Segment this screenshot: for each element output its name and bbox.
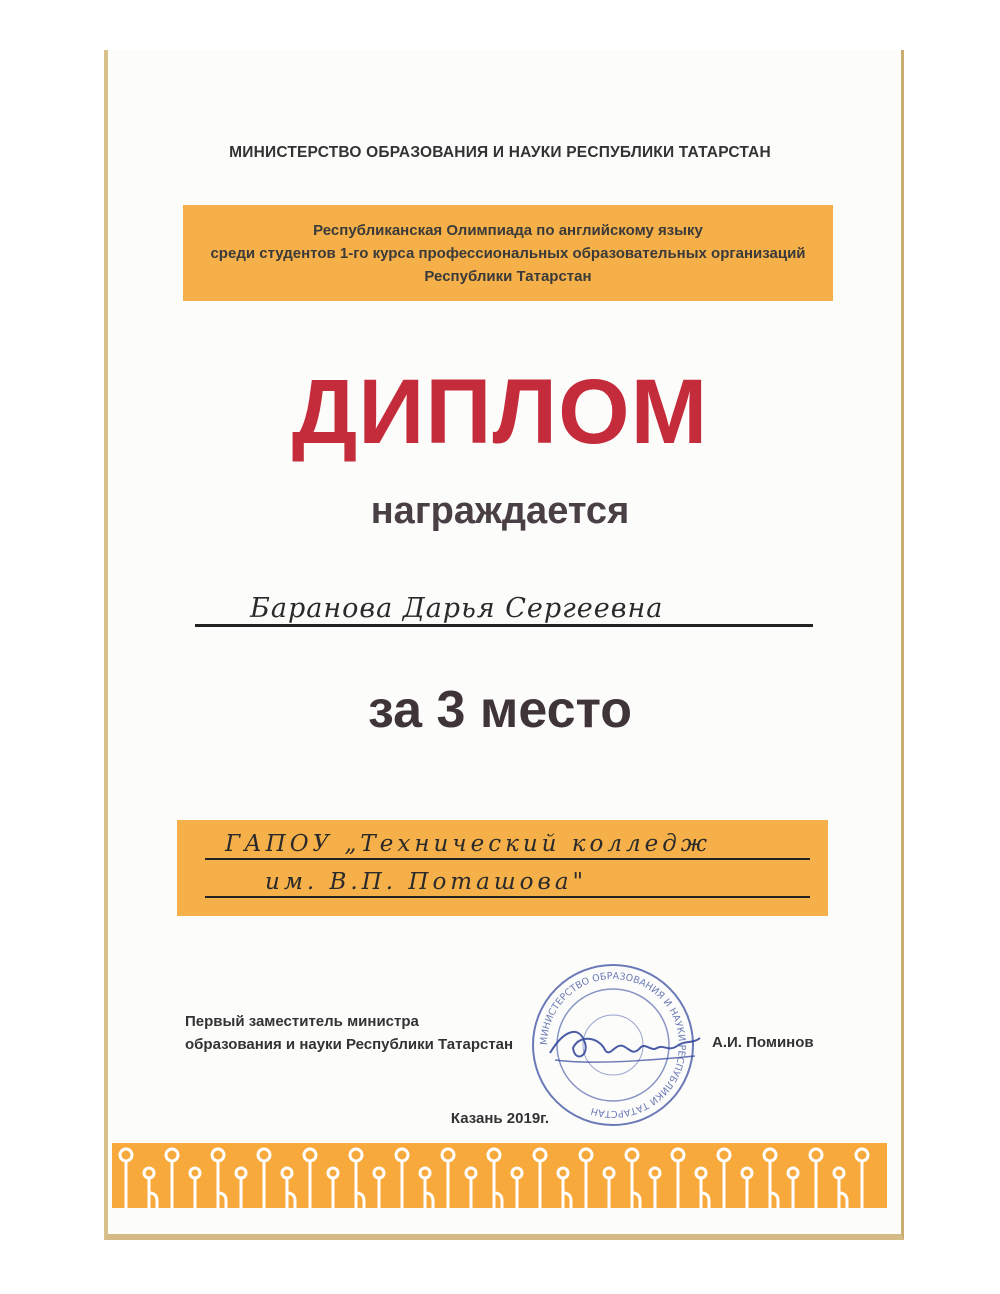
ministry-header: МИНИСТЕРСТВО ОБРАЗОВАНИЯ И НАУКИ РЕСПУБЛИКИ ТАТАРСТАН <box>229 144 771 161</box>
signer-position <box>185 1010 513 1056</box>
place-text: за 3 место <box>367 681 633 739</box>
city-year: Казань 2019г. <box>450 1110 550 1127</box>
decorative-footer-band <box>112 1143 887 1208</box>
organization-line-2: им. В.П. Поташова" <box>265 869 588 895</box>
signer-name: А.И. Поминов <box>712 1034 814 1051</box>
organization-underline-2 <box>205 896 810 898</box>
signer-position-line: Первый заместитель министра <box>185 1013 419 1030</box>
diploma-title: ДИПЛОМ <box>291 361 709 463</box>
olympiad-banner <box>183 205 833 301</box>
recipient-underline <box>195 624 813 627</box>
recipient-name: Баранова Дарья Сергеевна <box>250 593 664 624</box>
signature <box>545 1018 705 1073</box>
stamp-text: МИНИСТЕРСТВО ОБРАЗОВАНИЯ И НАУКИ РЕСПУБЛИКИ ТАТАРСТАН <box>538 970 688 1120</box>
signer-position-line: образования и науки Республики Татарстан <box>185 1036 514 1053</box>
banner-line: Республиканская Олимпиада по английскому языку <box>313 221 703 239</box>
banner-line: среди студентов 1-го курса профессиональных образовательных организаций <box>210 244 806 262</box>
organization-line-1: ГАПОУ „Технический колледж <box>225 831 711 857</box>
awarded-text: награждается <box>370 490 630 532</box>
organization-underline-1 <box>205 858 810 860</box>
banner-line: Республики Татарстан <box>424 267 592 285</box>
